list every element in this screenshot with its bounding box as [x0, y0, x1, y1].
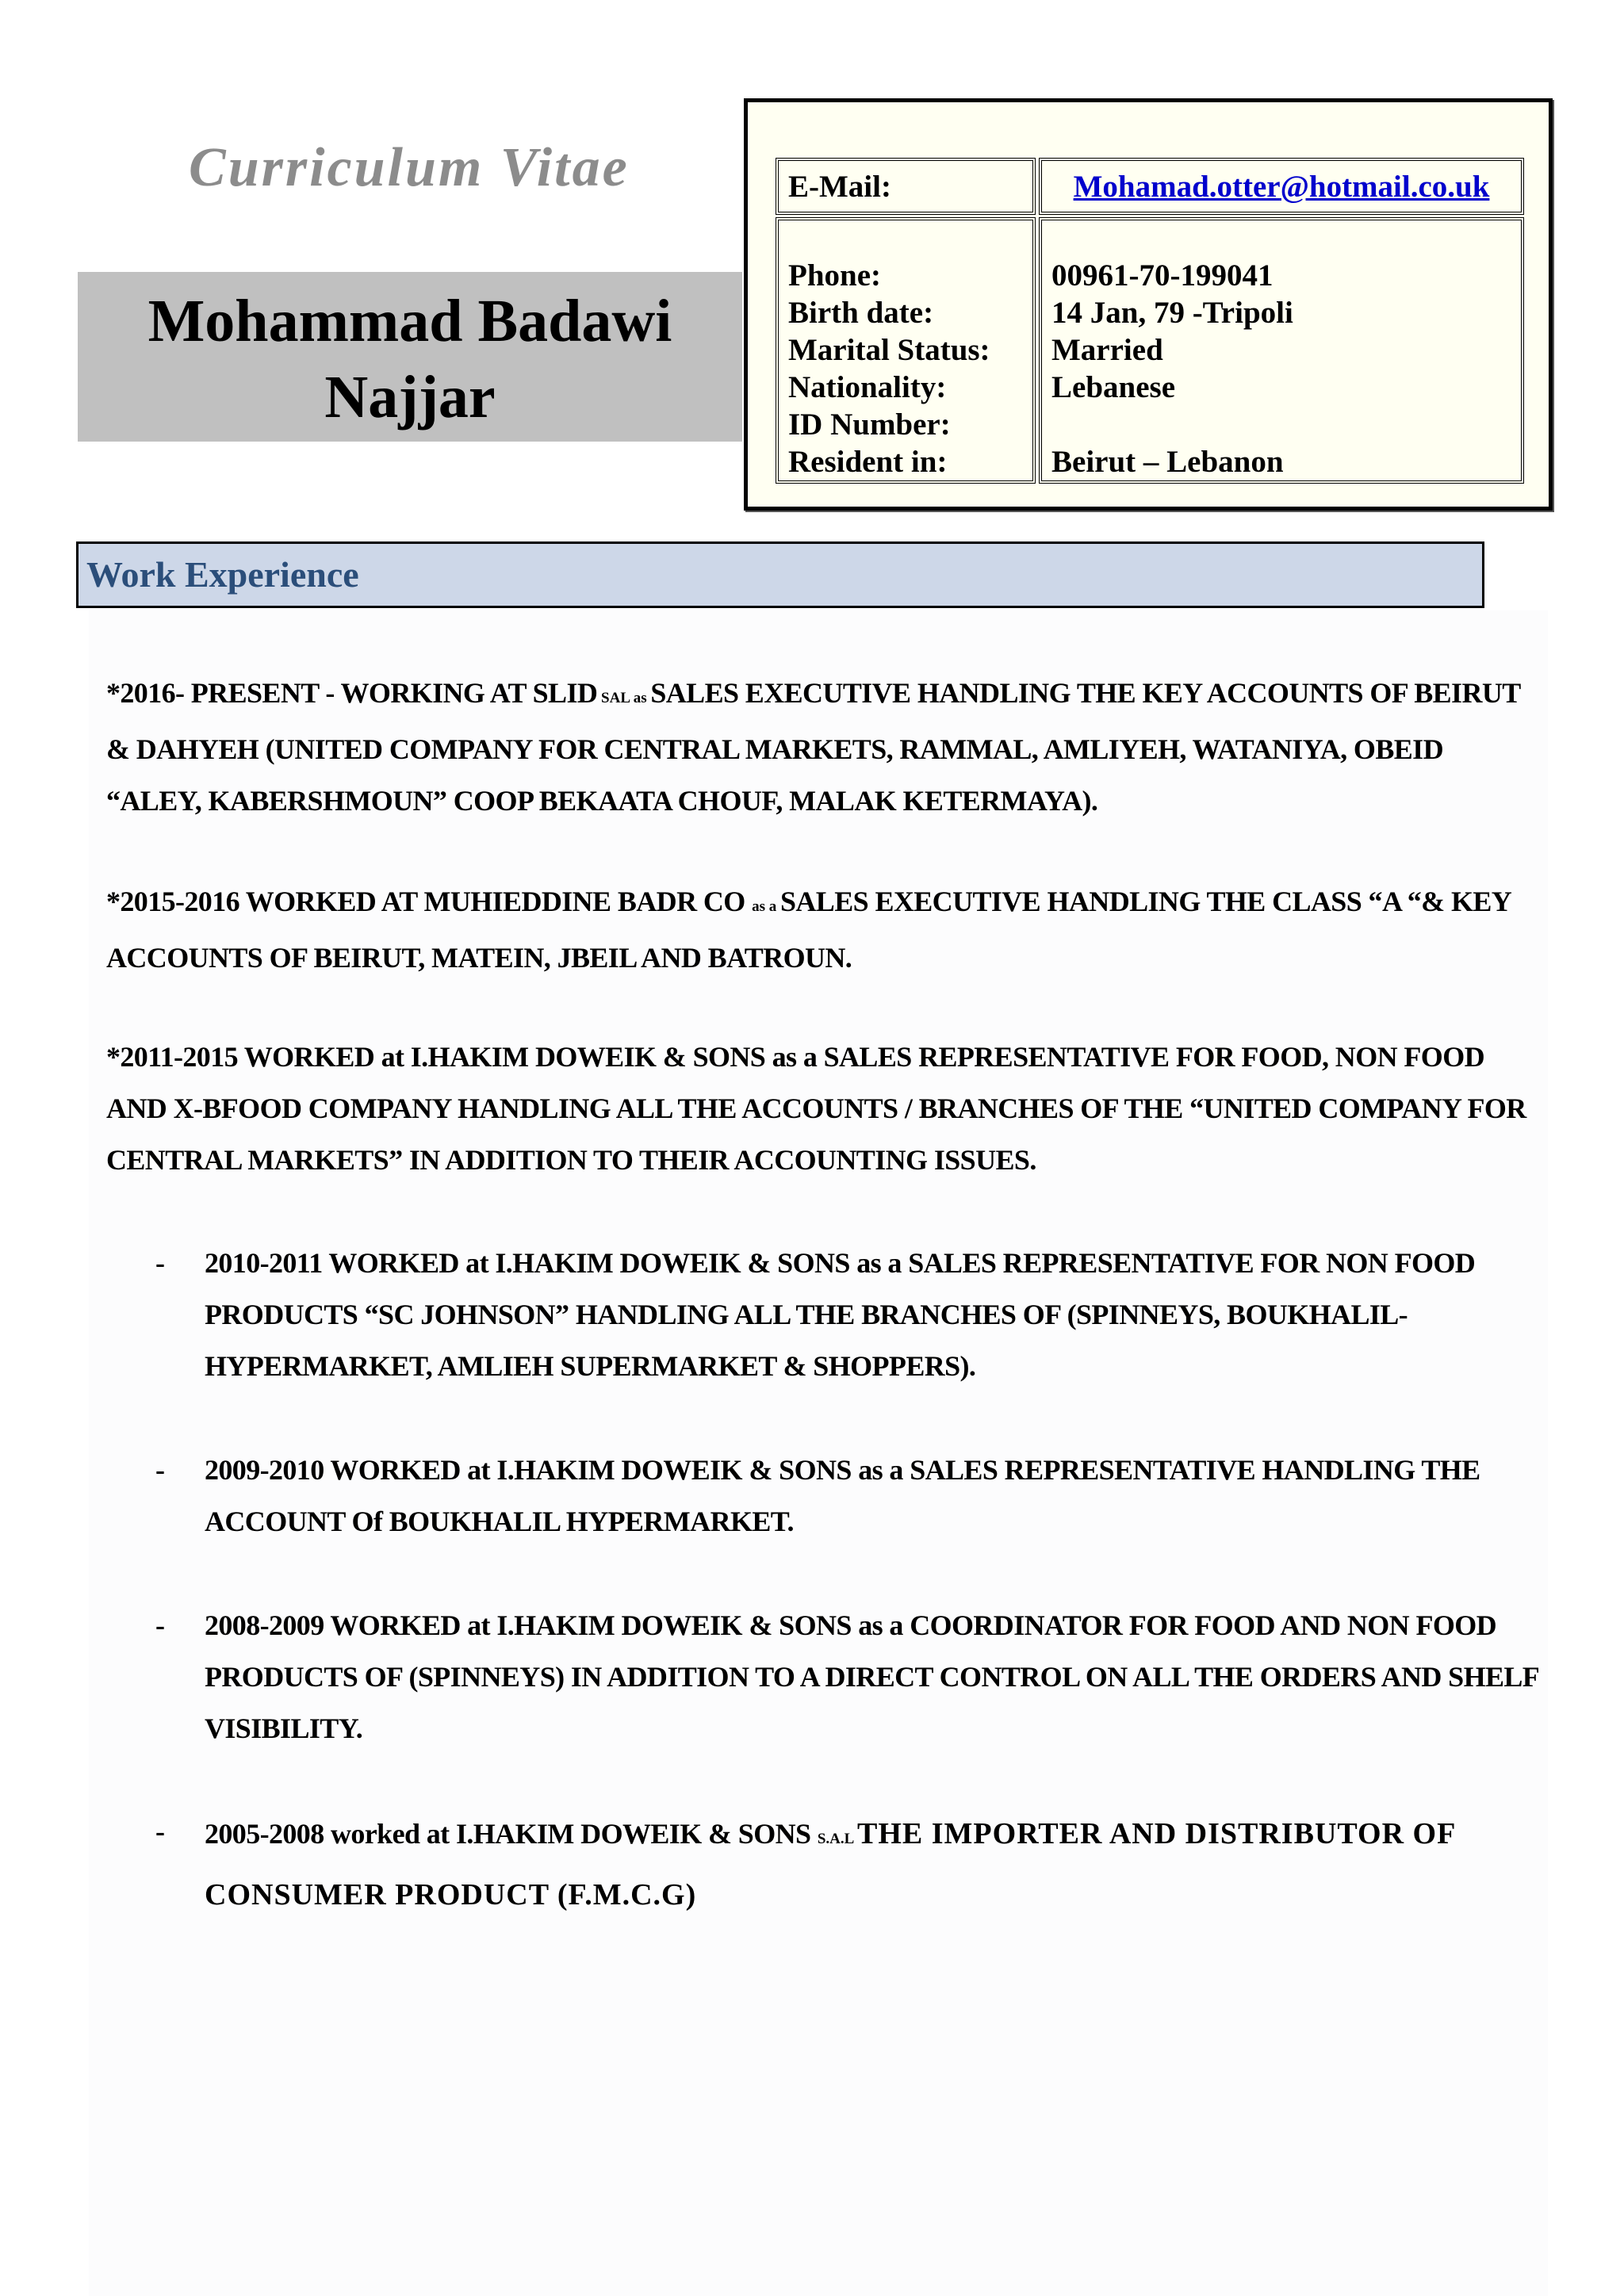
marital-status-label: Marital Status: [788, 333, 990, 367]
id-number-label: ID Number: [788, 408, 951, 442]
name-banner [78, 272, 742, 442]
entry-text: SALES EXECUTIVE HANDLING THE KEY ACCOUNTS OF BEIRUT & DAHYEH (UNITED COMPANY FOR CENTRAL MARKETS, RAMMAL, AMLIYEH, WATANIYA, OBEID “ALEY, KABERSHMOUN” COOP BEKAATA CHOUF, MALAK KETERMAYA). [106, 677, 1521, 817]
details-labels-cell [776, 217, 1036, 484]
name-line-1: Mohammad Badawi [147, 288, 672, 354]
bullet-marker: - [155, 1247, 165, 1279]
entry-text: *2015-2016 WORKED AT MUHIEDDINE BADR CO [106, 886, 753, 917]
section-title: Work Experience [86, 554, 359, 595]
bullet-text [205, 1806, 1545, 1923]
work-experience-header [76, 541, 1484, 608]
bullet-marker: - [155, 1816, 165, 1847]
bullet-text: 2008-2009 WORKED at I.HAKIM DOWEIK & SONS as a COORDINATOR FOR FOOD AND NON FOOD PRODUCTS OF (SPINNEYS) IN ADDITION TO A DIRECT CONTROL ON ALL THE ORDERS AND SHELF VISIBILITY. [205, 1609, 1538, 1744]
entry-text: SALES EXECUTIVE HANDLING THE CLASS “A “& KEY ACCOUNTS OF BEIRUT, MATEIN, JBEIL AND BATROUN. [106, 886, 1511, 974]
entry-small-text: S.A.L [817, 1831, 858, 1847]
entry-text: 2005-2008 worked at I.HAKIM DOWEIK & SONS [205, 1818, 818, 1850]
bullet-marker: - [155, 1609, 165, 1641]
experience-entry-2015 [106, 876, 1542, 984]
id-number-value [1051, 406, 1293, 443]
entry-text: THE IMPORTER AND DISTRIBUTOR OF CONSUMER PRODUCT (F.M.C.G) [205, 1817, 1455, 1911]
bullet-marker: - [155, 1454, 165, 1486]
details-values-cell [1039, 217, 1524, 484]
birth-date-value: 14 Jan, 79 -Tripoli [1051, 296, 1293, 330]
email-value-cell [1039, 158, 1524, 215]
document-title: Curriculum Vitae [189, 137, 630, 198]
bullet-text: 2010-2011 WORKED at I.HAKIM DOWEIK & SONS as a SALES REPRESENTATIVE FOR NON FOOD PRODUCTS “SC JOHNSON” HANDLING ALL THE BRANCHES OF (SPINNEYS, BOUKHALIL-HYPERMARKET, AMLIEH SUPERMARKET & SHOPPERS). [205, 1247, 1476, 1382]
marital-status-value: Married [1051, 333, 1163, 367]
name-line-2: Najjar [324, 364, 496, 430]
birth-date-label: Birth date: [788, 296, 934, 330]
experience-entry-2011: *2011-2015 WORKED at I.HAKIM DOWEIK & SONS as a SALES REPRESENTATIVE FOR FOOD, NON FOOD AND X-BFOOD COMPANY HANDLING ALL THE ACCOUNTS / BRANCHES OF THE “UNITED COMPANY FOR CENTRAL MARKETS” IN ADDITION TO THEIR ACCOUNTING ISSUES. [106, 1041, 1526, 1176]
entry-small-text: SAL as [597, 690, 651, 706]
nationality-value: Lebanese [1051, 370, 1175, 404]
entry-small-text: as a [752, 898, 780, 915]
contact-info-box [744, 98, 1553, 511]
email-label-cell [776, 158, 1036, 215]
email-link[interactable]: Mohamad.otter@hotmail.co.uk [1073, 170, 1490, 204]
phone-label: Phone: [788, 258, 881, 293]
entry-text: *2016- PRESENT - WORKING AT SLID [106, 677, 598, 709]
resident-in-label: Resident in: [788, 445, 948, 479]
resident-in-value: Beirut – Lebanon [1051, 445, 1284, 479]
nationality-label: Nationality: [788, 370, 947, 404]
phone-value: 00961-70-199041 [1051, 258, 1274, 293]
email-label: E-Mail: [788, 170, 891, 204]
bullet-text: 2009-2010 WORKED at I.HAKIM DOWEIK & SONS as a SALES REPRESENTATIVE HANDLING THE ACCOUNT Of BOUKHALIL HYPERMARKET. [205, 1454, 1480, 1537]
experience-entry-2016 [106, 668, 1542, 827]
